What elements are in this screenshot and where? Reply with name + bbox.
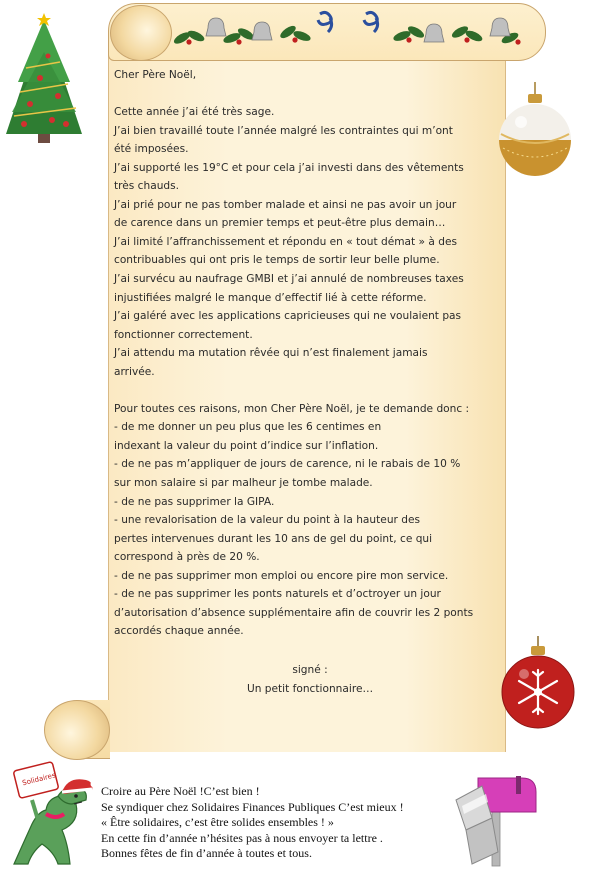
letter-line: très chauds. xyxy=(114,180,180,193)
request-line: pertes intervenues durant les 10 ans de gel du point, ce qui xyxy=(114,532,433,545)
footer-line: Se syndiquer chez Solidaires Finances Publiques C’est mieux ! xyxy=(101,799,404,814)
request-line: - de ne pas supprimer les ponts naturels et d’octroyer un jour xyxy=(114,588,441,601)
footer-line: Bonnes fêtes de fin d’année à toutes et tous. xyxy=(101,846,312,860)
scroll-top-curl xyxy=(110,5,172,61)
request-line: - de ne pas supprimer la GIPA. xyxy=(114,495,275,508)
letter-line: Cette année j’ai été très sage. xyxy=(114,106,275,119)
sign-text: Solidaires xyxy=(21,771,57,788)
request-line: correspond à près de 20 %. xyxy=(114,551,260,564)
letter-line: J’ai bien travaillé toute l’année malgré les contraintes qui m’ont xyxy=(114,124,453,137)
letter-line: J’ai attendu ma mutation rêvée qui n’est finalement jamais xyxy=(114,347,428,360)
requests-intro: Pour toutes ces raisons, mon Cher Père Noël, je te demande donc : xyxy=(114,402,470,415)
request-line: - une revalorisation de la valeur du point à la hauteur des xyxy=(114,514,421,527)
letter-line: arrivée. xyxy=(114,365,155,378)
santa-dinosaur-icon xyxy=(2,760,100,868)
request-line: sur mon salaire si par malheur je tombe malade. xyxy=(114,477,373,490)
christmas-tree-icon xyxy=(0,12,90,144)
signature-name: Un petit fonctionnaire… xyxy=(246,683,374,695)
scroll-bottom-curl xyxy=(44,700,110,760)
footer-line: « Être solidaires, c’est être solides ensembles ! » xyxy=(101,815,334,829)
letter-line: injustifiées malgré le manque d’effectif lié à cette réforme. xyxy=(114,291,427,304)
signature-label: signé : xyxy=(292,664,328,676)
letter-line: J’ai galéré avec les applications capricieuses qui ne voulaient pas xyxy=(114,310,462,323)
request-line: - de ne pas m’appliquer de jours de carence, ni le rabais de 10 % xyxy=(114,458,461,471)
letter-body xyxy=(114,66,494,641)
footer-message xyxy=(101,784,441,862)
letter-salutation: Cher Père Noël, xyxy=(114,69,197,81)
footer-line: En cette fin d’année n’hésites pas à nous envoyer ta lettre . xyxy=(101,830,383,845)
letter-line: J’ai limité l’affranchissement et répondu en « tout démat » à des xyxy=(114,235,458,248)
request-line: d’autorisation d’absence supplémentaire afin de couvrir les 2 ponts xyxy=(114,606,474,619)
letter-line: J’ai prié pour ne pas tomber malade et ainsi ne pas avoir un jour xyxy=(114,198,457,211)
request-line: - de me donner un peu plus que les 6 centimes en xyxy=(114,421,382,434)
holly-garland-icon xyxy=(170,8,532,54)
letter-line: contribuables qui ont pris le temps de sortir leur belle plume. xyxy=(114,254,440,267)
letter-line: J’ai survécu au naufrage GMBI et j’ai annulé de nombreuses taxes xyxy=(114,273,464,286)
request-line: - de ne pas supprimer mon emploi ou encore pire mon service. xyxy=(114,569,449,582)
request-line: indexant la valeur du point d’indice sur l’inflation. xyxy=(114,439,379,452)
mailbox-icon xyxy=(452,772,542,868)
signature-block xyxy=(200,661,420,699)
gold-bauble-icon xyxy=(497,82,573,178)
red-snowflake-bauble-icon xyxy=(500,636,576,732)
footer-line: Croire au Père Noël !C’est bien ! xyxy=(101,784,260,798)
letter-line: été imposées. xyxy=(114,143,189,156)
letter-line: J’ai supporté les 19°C et pour cela j’ai investi dans des vêtements xyxy=(114,161,464,174)
letter-line: fonctionner correctement. xyxy=(114,328,253,341)
letter-line: de carence dans un premier temps et peut-être plus demain… xyxy=(114,217,446,230)
request-line: accordés chaque année. xyxy=(114,625,244,638)
